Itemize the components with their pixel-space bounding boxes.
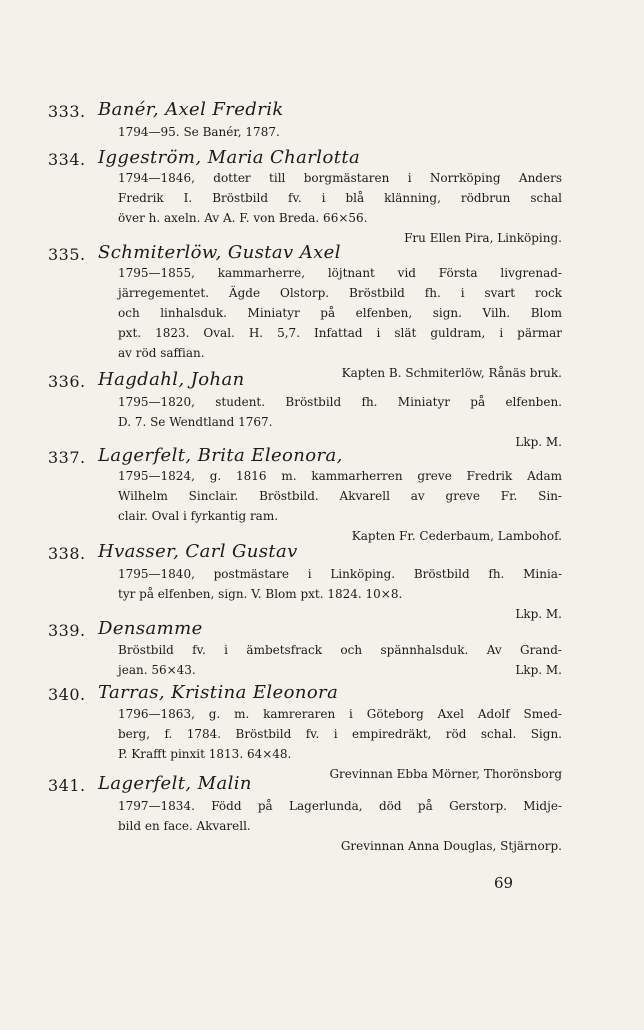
entry-name: Lagerfelt, Brita Eleonora,	[98, 445, 343, 466]
entry-line: Wilhelm Sinclair. Bröstbild. Akvarell av greve Fr. Sin-	[118, 489, 562, 503]
entry-number: 339.	[48, 621, 86, 640]
entry-number: 335.	[48, 245, 86, 264]
entry-number: 337.	[48, 448, 86, 467]
entry-line: 1794—1846, dotter till borgmästaren i Norrköping Anders	[118, 171, 562, 185]
owner-text: Lkp. M.	[515, 663, 562, 677]
entry-line: pxt. 1823. Oval. H. 5,7. Infattad i slät guldram, i pärmar	[118, 326, 562, 340]
entry-line: över h. axeln. Av A. F. von Breda. 66×56.	[118, 211, 368, 225]
entry-number: 338.	[48, 544, 86, 563]
entry-description	[118, 704, 562, 784]
entry-line: Fru Ellen Pira, Linköping.	[404, 231, 562, 245]
entry-line: järregementet. Ägde Olstorp. Bröstbild fh. i svart rock	[118, 286, 562, 300]
entry-number: 340.	[48, 685, 86, 704]
entry-line: 1796—1863, g. m. kamreraren i Göteborg Axel Adolf Smed-	[118, 707, 562, 721]
entry-description	[118, 564, 562, 624]
entry-line: 1797—1834. Född på Lagerlunda, död på Gerstorp. Midje-	[118, 799, 562, 813]
entry-line: 1795—1855, kammarherre, löjtnant vid Första livgrenad-	[118, 266, 562, 280]
entry-description	[118, 263, 562, 383]
entry-description	[118, 392, 562, 452]
entry-line: 1795—1824, g. 1816 m. kammarherren greve Fredrik Adam	[118, 469, 562, 483]
entry-line: Grevinnan Ebba Mörner, Thorönsborg	[329, 767, 562, 781]
entry-name: Hagdahl, Johan	[98, 369, 245, 390]
entry-description	[118, 640, 562, 680]
entry-line: Lkp. M.	[515, 607, 562, 621]
entry-number: 341.	[48, 776, 86, 795]
entry-name: Tarras, Kristina Eleonora	[98, 682, 339, 703]
entry-line: Grevinnan Anna Douglas, Stjärnorp.	[340, 839, 562, 853]
entry-description	[118, 466, 562, 546]
entry-number: 336.	[48, 372, 86, 391]
entry-line: P. Krafft pinxit 1813. 64×48.	[118, 747, 292, 761]
entry-name: Schmiterlöw, Gustav Axel	[98, 242, 341, 263]
entry-line: tyr på elfenben, sign. V. Blom pxt. 1824. 10×8.	[118, 587, 403, 601]
entry-name: Lagerfelt, Malin	[98, 773, 252, 794]
entry-number: 333.	[48, 102, 86, 121]
entry-line: berg, f. 1784. Bröstbild fv. i empiredräkt, röd schal. Sign.	[118, 727, 562, 741]
entry-name: Densamme	[98, 618, 203, 639]
entry-line	[118, 660, 562, 680]
entry-description	[118, 122, 562, 142]
entry-line: D. 7. Se Wendtland 1767.	[118, 415, 273, 429]
entry-name: Hvasser, Carl Gustav	[98, 541, 298, 562]
entry-line: 1795—1820, student. Bröstbild fh. Miniatyr på elfenben.	[118, 395, 562, 409]
entry-line: Fredrik I. Bröstbild fv. i blå klänning, rödbrun schal	[118, 191, 562, 205]
entry-line: Kapten Fr. Cederbaum, Lambohof.	[351, 529, 562, 543]
entry-description	[118, 168, 562, 248]
entry-line: Bröstbild fv. i ämbetsfrack och spännhalsduk. Av Grand-	[118, 643, 562, 657]
entry-line: av röd saffian.	[118, 346, 205, 360]
entry-line: 1794—95. Se Banér, 1787.	[118, 125, 280, 139]
entry-name: Iggeström, Maria Charlotta	[98, 147, 361, 168]
entry-line-text: jean. 56×43.	[118, 663, 196, 677]
entry-number: 334.	[48, 150, 86, 169]
entry-description	[118, 796, 562, 856]
page-number: 69	[494, 874, 514, 892]
entry-name: Banér, Axel Fredrik	[98, 99, 284, 120]
entry-line: Lkp. M.	[515, 435, 562, 449]
entry-line: clair. Oval i fyrkantig ram.	[118, 509, 279, 523]
entry-line: 1795—1840, postmästare i Linköping. Bröstbild fh. Minia-	[118, 567, 562, 581]
entry-line: och linhalsduk. Miniatyr på elfenben, sign. Vilh. Blom	[118, 306, 562, 320]
entry-line: Kapten B. Schmiterlöw, Rånäs bruk.	[341, 366, 562, 380]
entry-line: bild en face. Akvarell.	[118, 819, 251, 833]
